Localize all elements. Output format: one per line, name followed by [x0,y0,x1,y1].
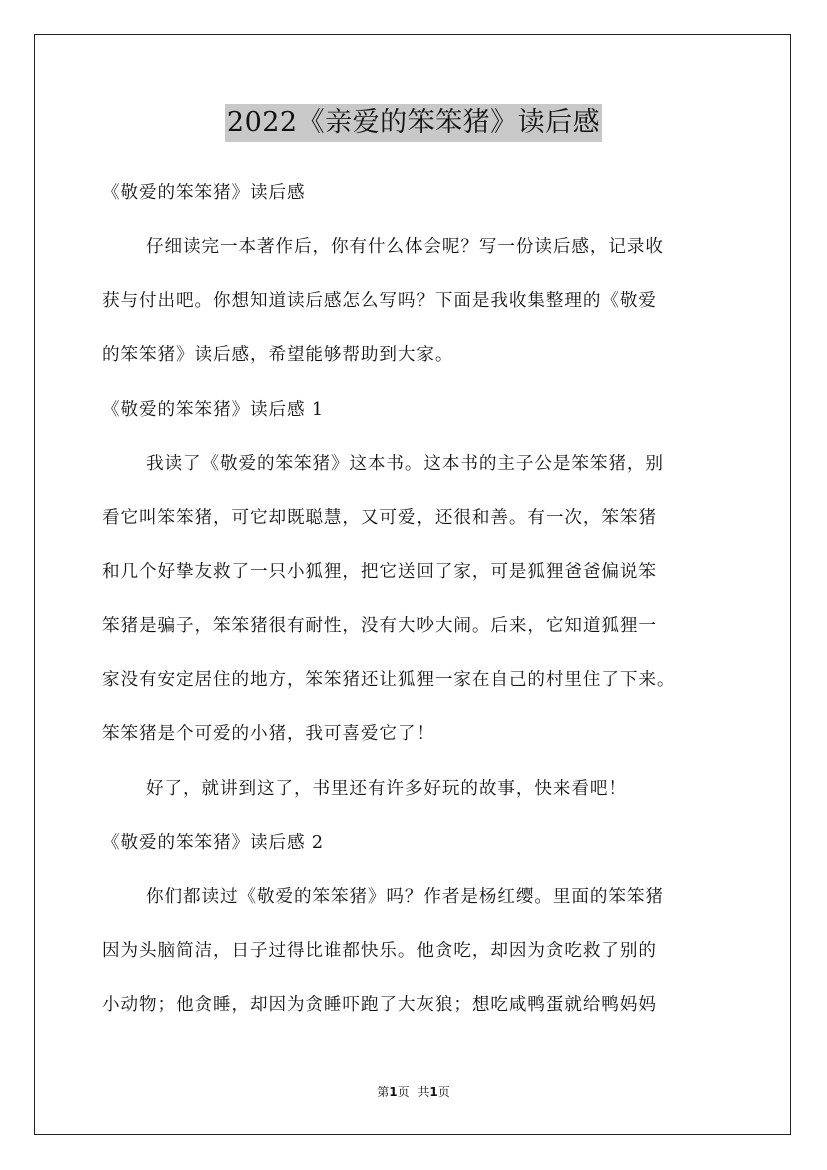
document-title: 2022《亲爱的笨笨猪》读后感 [225,104,602,142]
section-heading: 《敬爱的笨笨猪》读后感 2 [102,833,325,853]
paragraph-line: 家没有安定居住的地方，笨笨猪还让狐狸一家在自己的村里住了下来。 [102,670,676,690]
section-heading: 《敬爱的笨笨猪》读后感 [102,183,306,203]
page-number: 1 [389,1085,398,1099]
paragraph-line: 我读了《敬爱的笨笨猪》这本书。这本书的主子公是笨笨猪，别 [146,454,664,474]
total-prefix: 共 [417,1085,430,1099]
total-pages: 1 [429,1085,438,1099]
page-footer [0,1084,827,1100]
paragraph-line: 小动物；他贪睡，却因为贪睡吓跑了大灰狼；想吃咸鸭蛋就给鸭妈妈 [102,995,657,1015]
paragraph-line: 你们都读过《敬爱的笨笨猪》吗？作者是杨红缨。里面的笨笨猪 [146,887,664,907]
paragraph-line: 获与付出吧。你想知道读后感怎么写吗？下面是我收集整理的《敬爱 [102,291,657,311]
page-suffix: 页 [397,1085,410,1099]
paragraph-line: 好了，就讲到这了，书里还有许多好玩的故事，快来看吧！ [146,779,627,799]
paragraph-line: 的笨笨猪》读后感，希望能够帮助到大家。 [102,345,454,365]
section-heading: 《敬爱的笨笨猪》读后感 1 [102,400,325,420]
paragraph-line: 笨猪是骗子，笨笨猪很有耐性，没有大吵大闹。后来，它知道狐狸一 [102,616,657,636]
total-suffix: 页 [437,1085,450,1099]
paragraph-line: 看它叫笨笨猪，可它却既聪慧，又可爱，还很和善。有一次，笨笨猪 [102,508,657,528]
paragraph-line: 仔细读完一本著作后，你有什么体会呢？写一份读后感，记录收 [146,237,664,257]
paragraph-line: 因为头脑简洁，日子过得比谁都快乐。他贪吃，却因为贪吃救了别的 [102,941,657,961]
paragraph-line: 和几个好挚友救了一只小狐狸，把它送回了家，可是狐狸爸爸偏说笨 [102,562,657,582]
page-prefix: 第 [377,1085,390,1099]
paragraph-line: 笨笨猪是个可爱的小猪，我可喜爱它了！ [102,724,435,744]
title-container [0,104,827,142]
